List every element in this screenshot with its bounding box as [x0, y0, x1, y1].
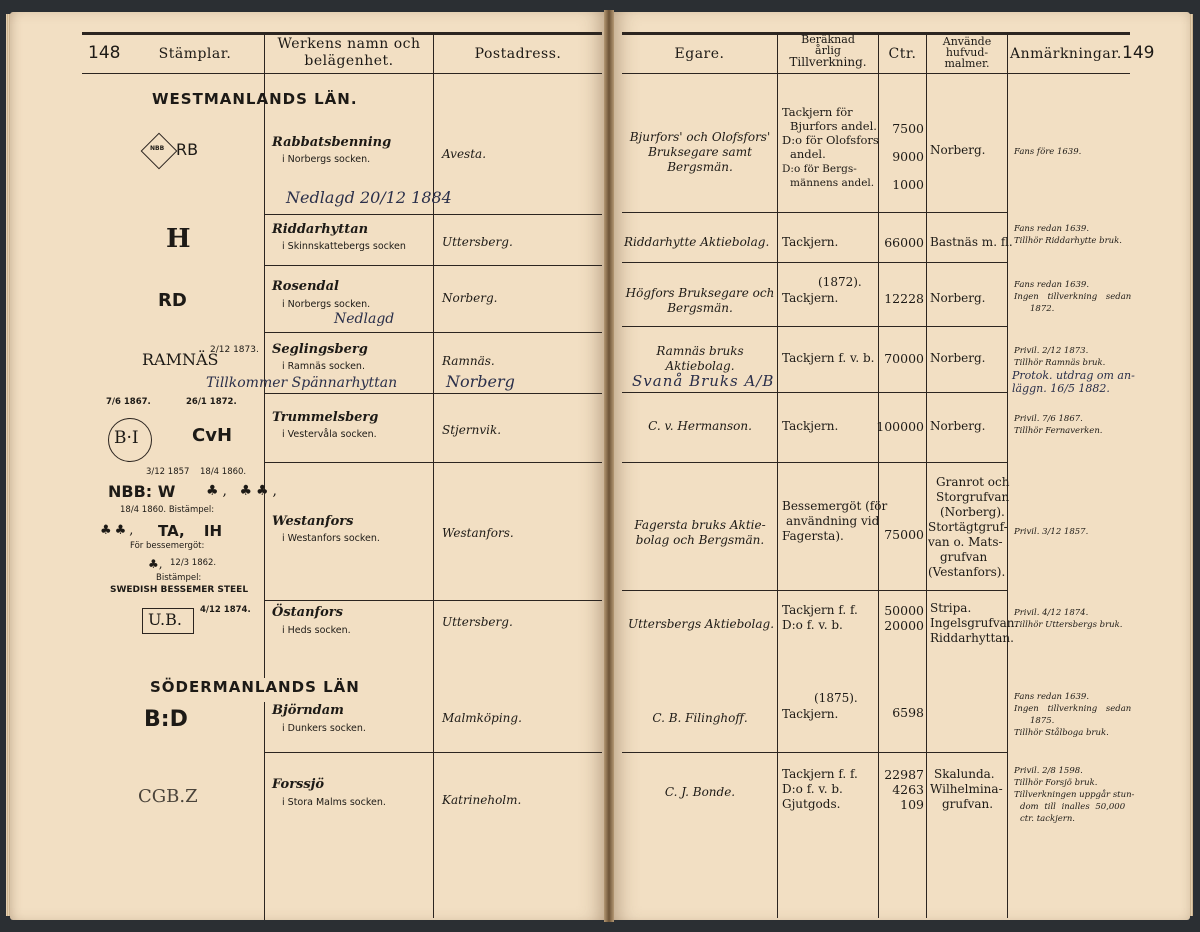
stamp-sub: NBB	[150, 145, 165, 152]
stamp-text: H	[166, 224, 191, 254]
stamp-date: 3/12 1857	[146, 467, 190, 477]
stamp-label: Bistämpel:	[156, 573, 202, 583]
ctr-value: 6598	[892, 705, 924, 720]
works-name: Rosendal	[272, 279, 339, 294]
production-line: Bjurfors andel.	[790, 119, 877, 133]
header-rule	[622, 73, 1130, 74]
column-divider	[777, 34, 778, 918]
stamp-date: 7/6 1867.	[106, 397, 151, 407]
stamp-text-2: CvH	[192, 425, 233, 446]
header-ores-line3: malmer.	[944, 57, 990, 70]
production-line: Tackjern.	[782, 707, 839, 721]
header-owner: Egare.	[674, 46, 725, 62]
postal-address: Westanfors.	[442, 526, 514, 540]
stamp-label: För bessemergöt:	[130, 541, 205, 551]
header-rule	[82, 73, 602, 74]
remark-line: Ingen tillverkning sedan	[1014, 292, 1132, 302]
row-rule	[264, 462, 602, 463]
works-name: Forssjö	[272, 777, 325, 792]
owner-name: Ramnäs bruks Aktiebolag.	[656, 344, 744, 373]
production-line: Tackjern f. f.	[782, 767, 858, 781]
page-number: 148	[88, 43, 121, 63]
ores-line: Wilhelmina-	[930, 782, 1003, 796]
remark-line: Tillverkningen uppgår stun-	[1014, 790, 1135, 800]
production-line: männens andel.	[790, 177, 875, 189]
column-divider	[926, 34, 927, 918]
right-page	[610, 12, 1190, 920]
ores-line: Granrot och	[936, 475, 1010, 489]
ores: Norberg.	[930, 351, 986, 365]
production-line: D:o f. v. b.	[782, 782, 843, 796]
production-line: D:o för Olofsfors	[782, 133, 879, 147]
works-parish: i Vestervåla socken.	[282, 429, 377, 440]
page-number: 149	[1122, 43, 1155, 63]
stamp-text: RD	[158, 290, 187, 311]
handwritten-remark: läggn. 16/5 1882.	[1012, 382, 1110, 395]
stamp-text: TA, IH	[158, 522, 223, 540]
works-name: Östanfors	[272, 605, 343, 620]
handwritten-note: Nedlagd 20/12 1884	[286, 188, 452, 207]
ctr-value: 20000	[884, 618, 924, 633]
ctr-value: 9000	[892, 149, 924, 164]
row-rule	[622, 326, 1007, 327]
production-line: Tackjern.	[782, 291, 839, 305]
ores-line: grufvan.	[942, 797, 994, 811]
stamp-text: RB	[176, 140, 199, 159]
header-postal: Postadress.	[474, 46, 562, 62]
remark-line: Tillhör Ramnäs bruk.	[1014, 358, 1106, 368]
remark-line: Privil. 2/8 1598.	[1014, 766, 1083, 776]
owner-name: C. v. Hermanson.	[648, 419, 752, 433]
stamp-date: 12/3 1862.	[170, 558, 217, 568]
remark-line: Ingen tillverkning sedan	[1014, 704, 1132, 714]
top-rule	[82, 32, 602, 35]
works-name: Westanfors	[272, 514, 354, 529]
works-parish: i Stora Malms socken.	[282, 797, 386, 808]
stamp-text: CGB.Z	[138, 786, 198, 807]
remark-line: Fans redan 1639.	[1014, 692, 1090, 702]
works-name: Seglingsberg	[272, 342, 368, 357]
header-stamps: Stämplar.	[158, 46, 232, 62]
handwritten-note: Nedlagd	[334, 311, 395, 327]
stamp-text: SWEDISH BESSEMER STEEL	[110, 585, 249, 595]
production-year: (1872).	[818, 275, 862, 289]
row-rule	[622, 212, 1007, 213]
stamp-text: U.B.	[148, 610, 182, 629]
works-name: Trummelsberg	[272, 410, 379, 425]
ctr-value: 70000	[884, 351, 924, 366]
postal-address: Stjernvik.	[442, 423, 502, 437]
ores-line: (Vestanfors).	[928, 565, 1006, 579]
header-remarks: Anmärkningar.	[1010, 46, 1122, 62]
ctr-value: 22987	[884, 767, 924, 782]
production-line: Fagersta).	[782, 529, 844, 543]
book-gutter	[604, 10, 614, 922]
handwritten-remark: Protok. utdrag om an-	[1012, 369, 1135, 382]
works-parish: i Norbergs socken.	[282, 154, 371, 165]
remark-line: dom till inalles 50,000	[1020, 802, 1126, 812]
ctr-value: 75000	[884, 527, 924, 542]
ores-line: Storgrufvan	[936, 490, 1010, 504]
row-rule	[264, 214, 602, 215]
ores-line: Skalunda.	[934, 767, 995, 781]
postal-address: Malmköping.	[442, 711, 522, 725]
production-line: Tackjern för	[782, 105, 853, 119]
ores-line: Ingelsgrufvan.	[930, 616, 1019, 630]
remark-line: Fans redan 1639.	[1014, 224, 1090, 234]
production-line: Tackjern.	[782, 235, 839, 249]
owner-name: Fagersta bruks Aktie-bolag och Bergsmän.	[634, 518, 766, 547]
postal-address: Avesta.	[442, 147, 487, 161]
row-rule	[264, 600, 602, 601]
stamp-date: 18/4 1860.	[200, 467, 247, 477]
row-rule	[622, 590, 1007, 591]
clover-stamp-icon: ♣♣,	[100, 523, 137, 538]
header-works-line2: belägenhet.	[304, 53, 394, 69]
production-line: Tackjern f. f.	[782, 603, 858, 617]
stamp-text: NBB: W	[108, 482, 176, 501]
owner-name: C. B. Filinghoff.	[652, 711, 748, 725]
header-production-line3: Tillverkning.	[789, 55, 867, 69]
stamp-text: B:D	[144, 707, 188, 732]
ctr-value: 4263	[892, 782, 924, 797]
stamp-text: RAMNÄS	[142, 350, 219, 369]
production-line: D:o för Bergs-	[782, 163, 857, 175]
county-heading: SÖDERMANLANDS LÄN	[150, 678, 360, 696]
header-ores-line2: hufvud-	[945, 46, 989, 59]
row-rule	[622, 262, 1007, 263]
works-name: Rabbatsbenning	[272, 135, 392, 150]
works-parish: i Dunkers socken.	[282, 723, 366, 734]
column-divider	[878, 34, 879, 918]
production-line: D:o f. v. b.	[782, 618, 843, 632]
column-divider	[264, 34, 265, 678]
remark-line: Privil. 3/12 1857.	[1014, 527, 1089, 537]
column-divider	[264, 702, 265, 920]
production-line: Tackjern f. v. b.	[782, 351, 875, 365]
remark-line: ctr. tackjern.	[1020, 814, 1076, 824]
ores-line: (Norberg).	[940, 505, 1005, 519]
works-parish: i Heds socken.	[282, 625, 351, 636]
ctr-value: 50000	[884, 603, 924, 618]
remark-line: Tillhör Stålboga bruk.	[1014, 728, 1109, 738]
remark-line: 1875.	[1030, 716, 1055, 726]
remark-line: Privil. 7/6 1867.	[1014, 414, 1083, 424]
header-production-line1: Beräknad	[801, 33, 855, 46]
production-line: användning vid	[786, 514, 880, 528]
header-works-line1: Werkens namn och	[277, 36, 421, 52]
handwritten-postal: Norberg	[446, 372, 515, 391]
owner-name: Bjurfors' och Olofsfors' Bruksegare samt Bergsmän.	[629, 130, 771, 174]
stamp-date: 2/12 1873.	[210, 345, 259, 355]
row-rule	[264, 332, 602, 333]
production-line: Gjutgods.	[782, 797, 841, 811]
clover-stamp-icon: ♣,	[148, 557, 163, 571]
owner-name: Uttersbergs Aktiebolag.	[628, 617, 775, 631]
production-line: Bessemergöt (för	[782, 499, 888, 513]
remark-line: Tillhör Riddarhytte bruk.	[1014, 236, 1122, 246]
works-name: Riddarhyttan	[272, 222, 369, 237]
stamp-date: 26/1 1872.	[186, 397, 237, 407]
works-parish: i Norbergs socken.	[282, 299, 371, 310]
ores-line: van o. Mats-	[928, 535, 1003, 549]
row-rule	[622, 752, 1007, 753]
ores-line: grufvan	[940, 550, 988, 564]
stamp-text: B·I	[114, 428, 139, 448]
ores-line: Stortägtgruf-	[928, 520, 1008, 534]
ores: Norberg.	[930, 291, 986, 305]
row-rule	[264, 265, 602, 266]
handwritten-owner: Svanå Bruks A/B	[632, 372, 775, 390]
header-ctr: Ctr.	[888, 46, 917, 62]
ctr-value: 109	[900, 797, 924, 812]
production-line: Tackjern.	[782, 419, 839, 433]
header-production-line2: årlig	[815, 44, 841, 57]
owner-name: Riddarhytte Aktiebolag.	[624, 235, 770, 249]
postal-address: Norberg.	[442, 291, 498, 305]
postal-address: Uttersberg.	[442, 615, 513, 629]
remark-line: Privil. 4/12 1874.	[1014, 608, 1089, 618]
column-divider	[433, 34, 434, 918]
ores-line: Stripa.	[930, 601, 972, 615]
remark-line: Fans före 1639.	[1014, 147, 1082, 157]
remark-line: 1872.	[1030, 304, 1055, 314]
clover-stamp-icon: ♣, ♣♣,	[206, 483, 282, 499]
works-parish: i Skinnskattebergs socken	[282, 241, 406, 252]
remark-line: Privil. 2/12 1873.	[1014, 346, 1089, 356]
ctr-value: 100000	[876, 419, 924, 434]
stamp-date: 4/12 1874.	[200, 605, 251, 615]
ores-line: Riddarhyttan.	[930, 631, 1014, 645]
owner-name: Högfors Bruksegare och Bergsmän.	[625, 286, 775, 315]
postal-address: Katrineholm.	[442, 793, 522, 807]
production-line: andel.	[790, 147, 826, 161]
remark-line: Tillhör Forsjö bruk.	[1014, 778, 1098, 788]
remark-line: Tillhör Uttersbergs bruk.	[1014, 620, 1123, 630]
postal-address: Uttersberg.	[442, 235, 513, 249]
left-page	[10, 12, 608, 920]
ores: Norberg.	[930, 143, 986, 157]
row-rule	[622, 392, 1007, 393]
header-ores-line1: Använde	[942, 35, 992, 48]
stamp-label: 18/4 1860. Bistämpel:	[120, 505, 215, 515]
ctr-value: 7500	[892, 121, 924, 136]
works-parish: i Ramnäs socken.	[282, 361, 365, 372]
ctr-value: 1000	[892, 177, 924, 192]
ores: Bastnäs m. fl.	[930, 235, 1013, 249]
works-parish: i Westanfors socken.	[282, 533, 380, 544]
row-rule	[264, 393, 602, 394]
remark-line: Fans redan 1639.	[1014, 280, 1090, 290]
owner-name: C. J. Bonde.	[664, 785, 736, 799]
row-rule	[264, 752, 602, 753]
county-heading: WESTMANLANDS LÄN.	[152, 90, 358, 108]
ores: Norberg.	[930, 419, 986, 433]
handwritten-note: Tillkommer Spännarhyttan	[206, 375, 398, 391]
postal-address: Ramnäs.	[442, 354, 495, 368]
ctr-value: 66000	[884, 235, 924, 250]
row-rule	[622, 462, 1007, 463]
works-name: Björndam	[272, 703, 344, 718]
remark-line: Tillhör Fernaverken.	[1014, 426, 1103, 436]
production-year: (1875).	[814, 691, 858, 705]
ctr-value: 12228	[884, 291, 924, 306]
